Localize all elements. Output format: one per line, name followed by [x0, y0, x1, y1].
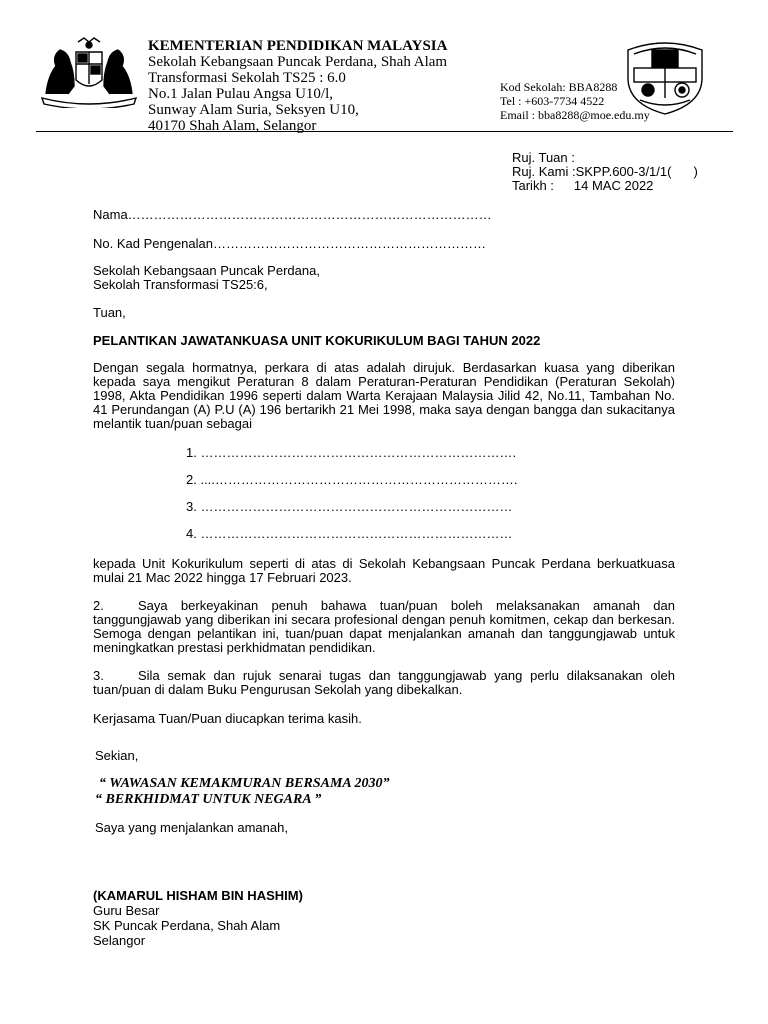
address-line-2: Sunway Alam Suria, Seksyen U10, — [148, 102, 359, 118]
coat-of-arms-icon — [38, 36, 140, 108]
school-code: Kod Sekolah: BBA8288 — [500, 80, 618, 94]
amanah-line: Saya yang menjalankan amanah, — [95, 820, 288, 835]
list-item: 3. ……………………………………………………………… — [186, 499, 513, 514]
school-name: Sekolah Kebangsaan Puncak Perdana, Shah Alam — [148, 54, 448, 70]
appointment-list — [186, 446, 518, 554]
paragraph-2 — [93, 557, 675, 585]
salutation: Tuan, — [93, 305, 126, 320]
paragraph-4-number: 3. — [93, 668, 104, 683]
ruj-kami-value: Ruj. Kami :SKPP.600-3/1/1( — [512, 164, 672, 179]
signer-title: Guru Besar — [93, 903, 160, 918]
paragraph-3-number: 2. — [93, 598, 104, 613]
paragraph-4-text: Sila semak dan rujuk senarai tugas dan tanggungjawab yang perlu dilaksanakan oleh tuan/puan di dalam Buku Pengurusan Sekolah yang dibekalkan. — [93, 668, 675, 697]
contact-block — [500, 80, 650, 122]
list-item: 4. ……………………………………………………………… — [186, 526, 513, 541]
ruj-kami-close: ) — [693, 164, 698, 179]
ruj-kami — [512, 165, 698, 179]
paragraph-1-text: Dengan segala hormatnya, perkara di atas adalah dirujuk. Berdasarkan kuasa yang diberikan kepada saya mengikut Peraturan 8 dalam Peraturan-Peraturan Pendidikan (Peraturan Sekolah) 1998, Akta Pendidikan 1996 seperti dalam Warta Kerajaan Malaysia Jilid 42, No.11, Tambahan No. 41 Perundangan (A) P.U (A) 196 bertarikh 21 Mei 1998, maka saya dengan bangga dan sukacitanya melantik tuan/puan sebagai — [93, 360, 675, 431]
subject-heading: PELANTIKAN JAWATANKUASA UNIT KOKURIKULUM BAGI TAHUN 2022 — [93, 333, 541, 348]
tarikh-label: Tarikh : — [512, 178, 554, 193]
telephone: Tel : +603-7734 4522 — [500, 94, 605, 108]
paragraph-4 — [93, 669, 675, 697]
motto-1: “ WAWASAN KEMAKMURAN BERSAMA 2030” — [99, 776, 390, 791]
signer-state: Selangor — [93, 933, 146, 948]
address-line-3: 40170 Shah Alam, Selangor — [148, 118, 317, 134]
recipient-ic: No. Kad Pengenalan……………………………………………………… — [93, 236, 486, 251]
signer-org: SK Puncak Perdana, Shah Alam — [93, 918, 281, 933]
paragraph-3 — [93, 599, 675, 655]
signer-name: (KAMARUL HISHAM BIN HASHIM) — [93, 888, 303, 903]
recipient-address-2: Sekolah Transformasi TS25:6, — [93, 277, 268, 292]
paragraph-1 — [93, 361, 675, 431]
address-line-1: No.1 Jalan Pulau Angsa U10/l, — [148, 86, 333, 102]
motto-2: “ BERKHIDMAT UNTUK NEGARA ” — [95, 792, 322, 807]
tarikh — [512, 179, 698, 193]
ministry-name: KEMENTERIAN PENDIDIKAN MALAYSIA — [148, 38, 448, 54]
thanks-line: Kerjasama Tuan/Puan diucapkan terima kasih. — [93, 711, 362, 726]
ruj-tuan: Ruj. Tuan : — [512, 150, 575, 165]
program-name: Transformasi Sekolah TS25 : 6.0 — [148, 70, 346, 86]
reference-block — [512, 151, 698, 193]
list-item: 1. ………………………………………………………………. — [186, 445, 517, 460]
letterhead-block — [148, 38, 447, 134]
tarikh-value: 14 MAC 2022 — [573, 178, 654, 193]
list-item: 2. ....……………………………………………………………. — [186, 472, 518, 487]
email: Email : bba8288@moe.edu.my — [500, 108, 650, 122]
recipient-name: Nama………………………………………………………………………… — [93, 207, 492, 222]
header-divider — [36, 131, 733, 132]
recipient-address-1: Sekolah Kebangsaan Puncak Perdana, — [93, 263, 320, 278]
paragraph-2-text: kepada Unit Kokurikulum seperti di atas di Sekolah Kebangsaan Puncak Perdana berkuatkuasa mulai 21 Mac 2022 hingga 17 Februari 2023. — [93, 556, 675, 585]
paragraph-3-text: Saya berkeyakinan penuh bahawa tuan/puan boleh melaksanakan amanah dan tanggungjawab yang diberikan ini secara profesional dengan penuh komitmen, cekap dan berkesan. Semoga dengan pelantikan ini, tuan/puan dapat menjalankan amanah dan tanggungjawab untuk meningkatkan prestasi perkhidmatan pendidikan. — [93, 598, 675, 655]
sekian: Sekian, — [95, 748, 139, 763]
